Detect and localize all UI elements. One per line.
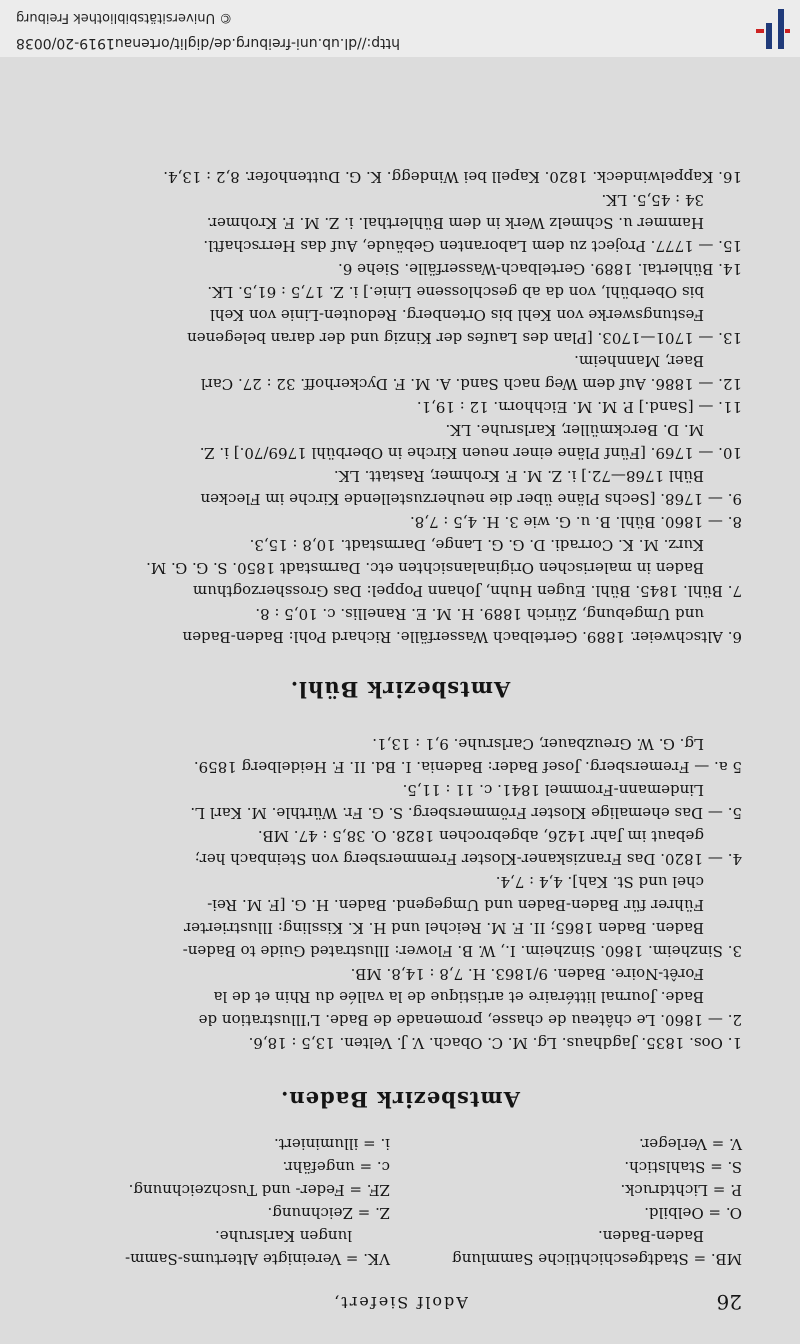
entry-line: 34 : 45,5. LK. (601, 191, 704, 209)
entry-line: 14. Bühlertal. 1889. Gertelbach-Wasserfälle. Siehe 6. (338, 260, 742, 278)
abbr-o: O. = Oelbild. (644, 1204, 742, 1222)
section-heading-buehl: Amtsbezirk Bühl. (289, 677, 511, 702)
entry-line: Lindemann-Frommel 1841. c. 11 : 11,5. (402, 781, 704, 799)
entry-line: 16. Kappelwindeck. 1820. Kapell bei Windegg. K. G. Duttenhofer. 8,2 : 13,4. (163, 168, 742, 186)
abbr-vk-cont: lungen Karlsruhe. (215, 1227, 352, 1245)
entry-line: 13. — 1701—1703. [Plan des Laufes der Kinzig und der daran belegenen (187, 329, 742, 347)
entry-line: 1. Oos. 1835. Jagdhaus. Lg. M. C. Obach. V. J. Velten. 13,5 : 18,6. (248, 1034, 742, 1052)
section-heading-baden: Amtsbezirk Baden. (280, 1087, 520, 1112)
source-url-link[interactable]: http://dl.ub.uni-freiburg.de/diglit/ortenau1919-20/0038 (16, 35, 400, 51)
entry-line: Baden. Baden 1865; II. F. M. Reichel und H. K. Kissling: Illustrierter (184, 919, 704, 937)
entry-line: chel und St. Kah]. 4,4 : 7,4. (495, 873, 704, 891)
running-title: Adolf Siefert, (332, 1293, 468, 1312)
entry-line: 4. — 1820. Das Franziskaner-Kloster Fremmersberg von Steinbach her; (194, 850, 742, 868)
entry-line: Bade. Journal littéraire et artistique de la vallée du Rhin et de la (213, 988, 704, 1006)
abbr-mb-cont: Baden-Baden. (597, 1227, 704, 1245)
copyright-notice: © Universitätsbibliothek Freiburg (16, 10, 233, 25)
entry-line: Lg. G. W. Greuzbauer, Carlsruhe. 9,1 : 13,1. (372, 735, 704, 753)
entry-line: Forêt-Noire. Baden. 9/1863. H. 7,8 : 14,8. MB. (350, 965, 704, 983)
entry-line: 10. — 1769. [Fünf Pläne einer neuen Kirche in Oberbühl 1769/70.] i. Z. (199, 444, 742, 462)
entry-line: Baer, Mannheim. (574, 352, 704, 370)
entry-line: M. D. Berckmüller, Karlsruhe. LK. (445, 421, 704, 439)
entry-line: Baden in malerischen Originalansichten etc. Darmstadt 1850. S. G. G. M. (146, 559, 704, 577)
entry-line: Hammer u. Schmelz Werk in dem Bühlerthal. i. Z. M. F. Krohmer. (206, 214, 704, 232)
library-banner (0, 0, 800, 57)
entry-line: 11. — [Sand.] P. M. M. Eichhorn. 12 : 19,1. (416, 398, 742, 416)
entry-line: Festungswerke von Kehl bis Ortenberg. Redouten-Linie von Kehl (210, 306, 704, 324)
abbr-z: Z. = Zeichnung. (267, 1204, 390, 1222)
entry-line: Bühl 1768—72.] i. Z. M. F. Krohmer, Rastatt. LK. (333, 467, 704, 485)
abbr-c: c. = ungefähr. (282, 1158, 390, 1176)
entry-line: 6. Altschweier. 1889. Gertelbach Wasserfälle. Richard Pohl: Baden-Baden (182, 628, 742, 646)
abbr-zf: ZF. = Feder- und Tuschzeichnung. (128, 1181, 390, 1199)
university-logo-icon (754, 9, 790, 49)
entry-line: 5 a. — Fremersberg. Josef Bader: Badenia. I. Bd. II. F. Heidelberg 1859. (193, 758, 742, 776)
entry-line: 9. — 1768. [Sechs Pläne über die neuherzustellende Kirche im Flecken (200, 490, 742, 508)
entry-line: 12. — 1886. Auf dem Weg nach Sand. A. M. F. Dyckerhoff. 32 : 27. Carl (200, 375, 742, 393)
entry-line: 15. — 1777. Project zu dem Laboranten Gebäude, Auf das Herrschaftl. (203, 237, 742, 255)
entry-line: bis Oberbühl, von da ab geschlossene Linie.] i. Z. 17,5 : 61,5. LK. (207, 283, 704, 301)
page-number: 26 (716, 1290, 742, 1314)
entry-line: Führer für Baden-Baden und Umgegend. Baden. H. G. [F. M. Rei- (207, 896, 704, 914)
abbr-p: P. = Lichtdruck. (620, 1181, 742, 1199)
entry-line: 5. — Das ehemalige Kloster Frömmersberg. S. G. Fr. Würthle. M. Karl L. (190, 804, 742, 822)
entry-line: und Umgebung, Zürich 1889. H. M. E. Ranellis. c. 10,5 : 8. (255, 605, 704, 623)
entry-line: 8. — 1860. Bühl. B. u. G. wie 3. H. 4,5 : 7,8. (409, 513, 742, 531)
abbr-i: i. = illuminiert. (273, 1135, 390, 1153)
abbr-mb: MB. = Stadtgeschichtliche Sammlung (452, 1250, 742, 1268)
abbr-vk: VK. = Vereinigte Altertums-Samm- (125, 1250, 390, 1268)
entry-line: 3. Sinzheim. 1860. Sinzheim. I., W. B. Flower: Illustrated Guide to Baden- (182, 942, 742, 960)
entry-line: Kurz. M. K. Corradi. D. G. G. Lange, Darmstadt. 10,8 : 15,3. (249, 536, 704, 554)
entry-line: gebaut im Jahr 1426, abgebrochen 1828. O. 38,5 : 47. MB. (257, 827, 704, 845)
abbr-v: V. = Verleger. (638, 1135, 742, 1153)
entry-line: 2. — 1860. Le château de chasse, promenade de Bade. L'Illustration de (198, 1011, 742, 1029)
abbr-s: S. = Stahlstich. (624, 1158, 742, 1176)
entry-line: 7. Bühl. 1845. Bühl. Eugen Huhn, Johann Poppel: Das Grossherzogthum (192, 582, 742, 600)
